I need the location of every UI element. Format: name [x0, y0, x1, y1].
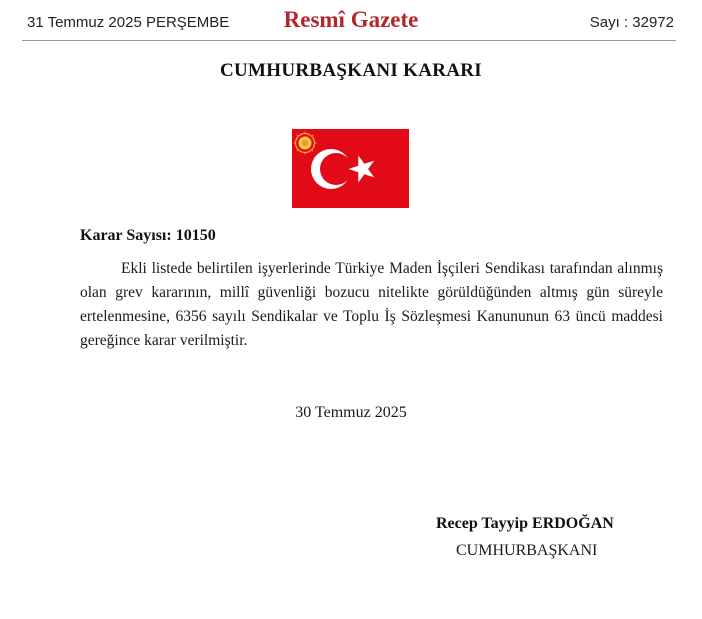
decision-number: Karar Sayısı: 10150	[80, 227, 216, 244]
gazette-masthead: Resmî Gazete	[283, 7, 419, 32]
signer-name: Recep Tayyip ERDOĞAN	[436, 515, 614, 532]
turkish-flag-icon	[292, 129, 409, 208]
decision-body: Ekli listede belirtilen işyerlerinde Türkiye Maden İşçileri Sendikası tarafından alınmış olan grev kararının, millî güvenliği bozucu nitelikte görüldüğünden altmış gün süreyle ertelenmesine, 6356 sayılı Sendikalar ve Toplu İş Sözleşmesi Kanununun 63 üncü maddesi gereğince karar verilmiştir.	[80, 260, 663, 349]
publication-date: 31 Temmuz 2025 PERŞEMBE	[27, 14, 230, 31]
signer-title: CUMHURBAŞKANI	[456, 542, 598, 559]
decision-heading: CUMHURBAŞKANI KARARI	[220, 60, 482, 81]
header-divider	[22, 40, 676, 41]
decision-date: 30 Temmuz 2025	[295, 404, 407, 421]
crescent-inner	[320, 153, 352, 185]
issue-number: Sayı : 32972	[589, 14, 674, 31]
